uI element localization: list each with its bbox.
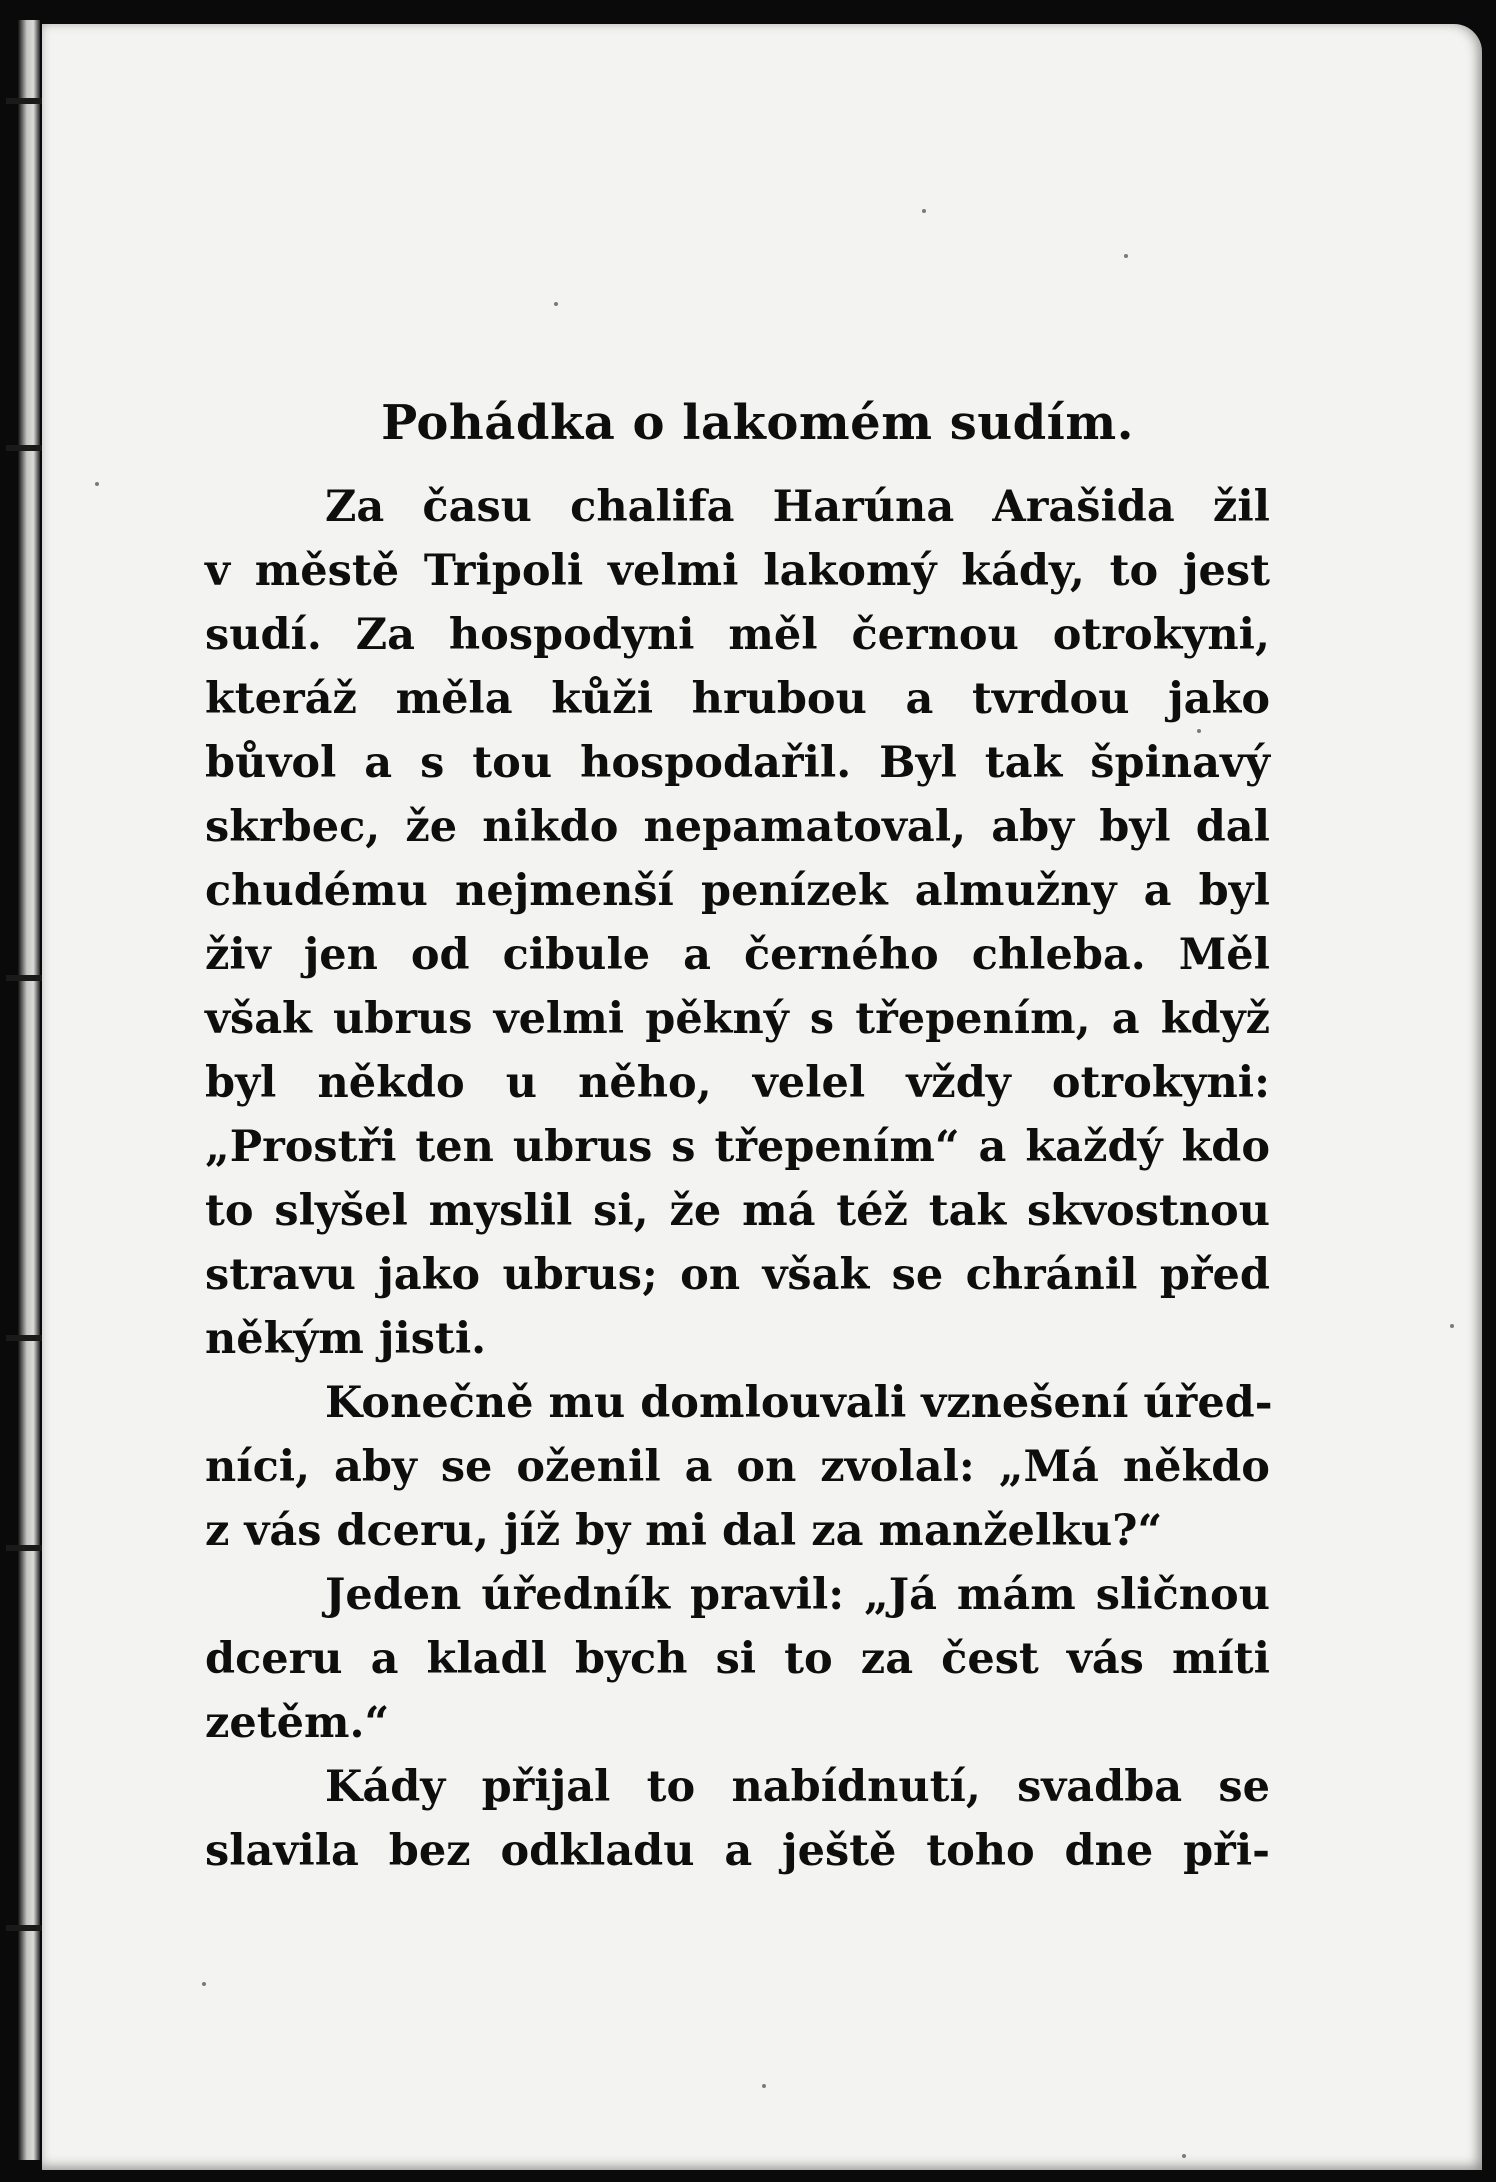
binding-mark — [6, 1545, 46, 1551]
paper-speck — [922, 209, 926, 213]
text-line: chudému nejmenší penízek almužny a byl — [205, 866, 1270, 916]
binding-mark — [6, 1335, 46, 1341]
paper-speck — [95, 482, 99, 486]
binding-mark — [6, 445, 46, 451]
text-line: z vás dceru, jíž by mi dal za manželku?“ — [205, 1506, 1163, 1556]
paper-speck — [762, 2084, 766, 2088]
text-line: v městě Tripoli velmi lakomý kády, to jest — [205, 546, 1270, 596]
text-line: byl někdo u něho, velel vždy otrokyni: — [205, 1058, 1270, 1108]
text-line: „Prostři ten ubrus s třepením“ a každý kdo — [205, 1122, 1270, 1172]
text-line: skrbec, že nikdo nepamatoval, aby byl dal — [205, 802, 1270, 852]
binding-mark — [6, 1925, 46, 1931]
story-text — [205, 395, 1273, 1883]
text-line: níci, aby se oženil a on zvolal: „Má někdo — [205, 1442, 1270, 1492]
text-line: stravu jako ubrus; on však se chránil před — [205, 1250, 1270, 1300]
text-line: to slyšel myslil si, že má též tak skvostnou — [205, 1186, 1270, 1236]
binding-mark — [6, 98, 46, 104]
text-line: sudí. Za hospodyni měl černou otrokyni, — [205, 610, 1270, 660]
text-line: Kády přijal to nabídnutí, svadba se — [325, 1762, 1270, 1812]
text-line: bůvol a s tou hospodařil. Byl tak špinavý — [205, 738, 1270, 788]
binding-mark — [6, 975, 46, 981]
paper-speck — [202, 1982, 206, 1986]
text-line: Za času chalifa Harúna Arašida žil — [325, 482, 1270, 532]
paper-speck — [1182, 2154, 1186, 2158]
text-line: Jeden úředník pravil: „Já mám sličnou — [325, 1570, 1270, 1620]
text-line: kteráž měla kůži hrubou a tvrdou jako — [205, 674, 1270, 724]
book-binding-edge — [18, 20, 40, 2160]
paper-speck — [1124, 254, 1128, 258]
text-line: živ jen od cibule a černého chleba. Měl — [205, 930, 1270, 980]
paper-speck — [554, 302, 558, 306]
text-line: někým jisti. — [205, 1314, 487, 1364]
paper-speck — [1450, 1324, 1454, 1328]
text-line: však ubrus velmi pěkný s třepením, a když — [205, 994, 1270, 1044]
text-line: dceru a kladl bych si to za čest vás míti — [205, 1634, 1270, 1684]
text-line: slavila bez odkladu a ještě toho dne při- — [205, 1826, 1270, 1876]
text-line: Konečně mu domlouvali vznešení úřed- — [325, 1378, 1273, 1428]
story-title: Pohádka o lakomém sudím. — [381, 395, 1134, 451]
text-line: zetěm.“ — [205, 1698, 390, 1748]
